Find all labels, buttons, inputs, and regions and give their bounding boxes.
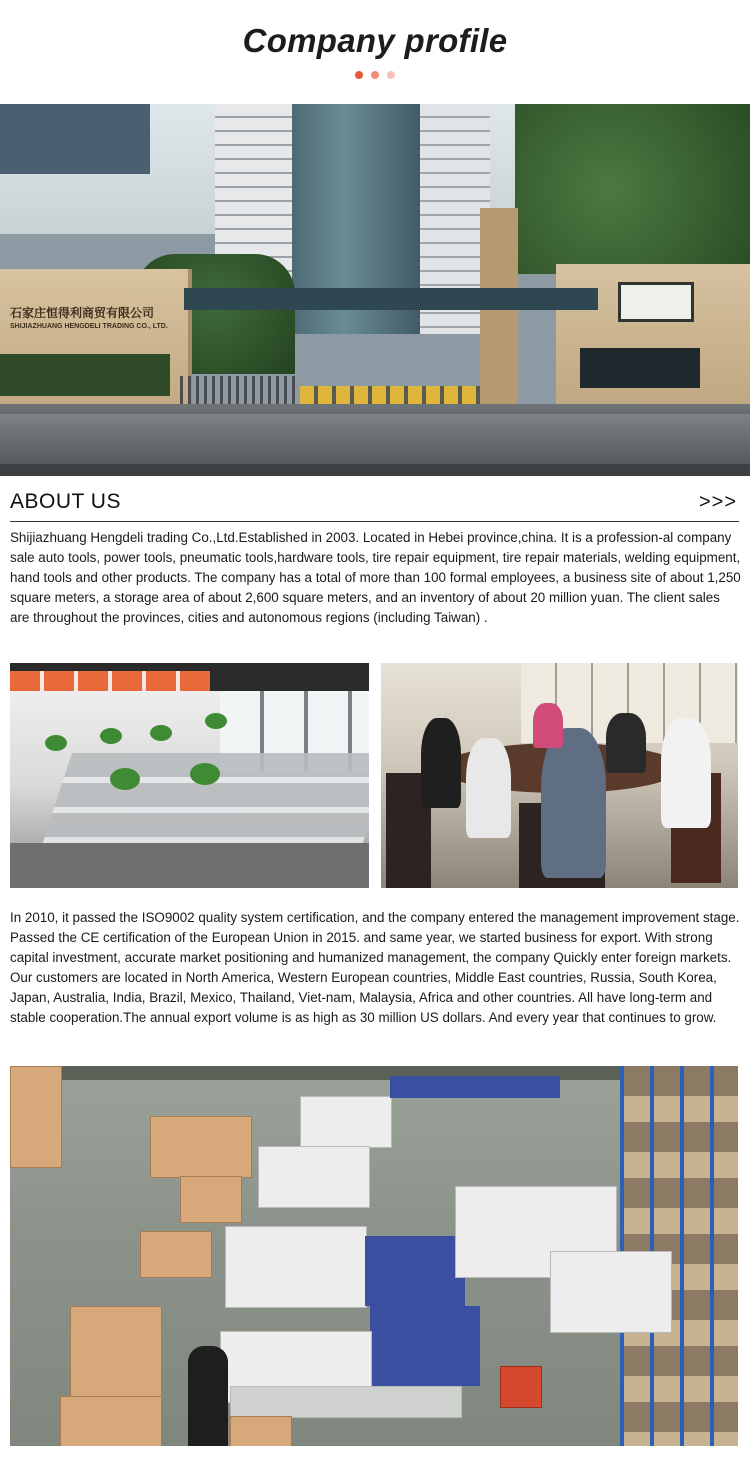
company-gate-photo bbox=[0, 104, 750, 476]
about-us-title: ABOUT US bbox=[10, 490, 121, 513]
about-paragraph-1: Shijiazhuang Hengdeli trading Co.,Ltd.Established in 2003. Located in Hebei province,china. It is a profession-al company sale auto tools, power tools, pneumatic tools,hardware tools, tire repair equipment, tire repair materials, welding equipment, hand tools and other products. The company has a total of more than 100 formal employees, a business site of about 1,250 square meters, a storage area of about 2,600 square meters, and an inventory of about 20 million yuan. The client sales are throughout the provinces, cities and autonomous regions (including Taiwan) . bbox=[10, 530, 741, 625]
company-sign bbox=[10, 306, 180, 334]
factory-floor-photo bbox=[10, 1066, 738, 1446]
dot-1 bbox=[355, 71, 363, 79]
company-sign-en: SHIJIAZHUANG HENGDELI TRADING CO., LTD. bbox=[10, 323, 168, 330]
more-arrows-link[interactable]: >>> bbox=[698, 491, 737, 513]
about-us-header bbox=[10, 488, 739, 522]
company-sign-cn: 石家庄恒得利商贸有限公司 bbox=[10, 306, 155, 320]
dot-3 bbox=[387, 71, 395, 79]
meeting-room-photo bbox=[381, 663, 738, 888]
dot-2 bbox=[371, 71, 379, 79]
title-decoration-dots bbox=[0, 71, 750, 79]
about-paragraph-2: In 2010, it passed the ISO9002 quality system certification, and the company entered the management improvement stage. Passed the CE certification of the European Union in 2015. and same year, we started business for export. With strong capital investment, accurate market positioning and humanized management, the company Quickly enter foreign markets. Our customers are located in North America, Western European countries, Middle East countries, Russia, South Korea, Japan, Australia, India, Brazil, Mexico, Thailand, Viet-nam, Malaysia, Africa and other countries. All have long-term and stable cooperation.The annual export volume is as high as 30 million US dollars. And every year that continues to grow. bbox=[10, 910, 740, 1025]
office-photo bbox=[10, 663, 369, 888]
page-title: Company profile bbox=[242, 22, 508, 59]
